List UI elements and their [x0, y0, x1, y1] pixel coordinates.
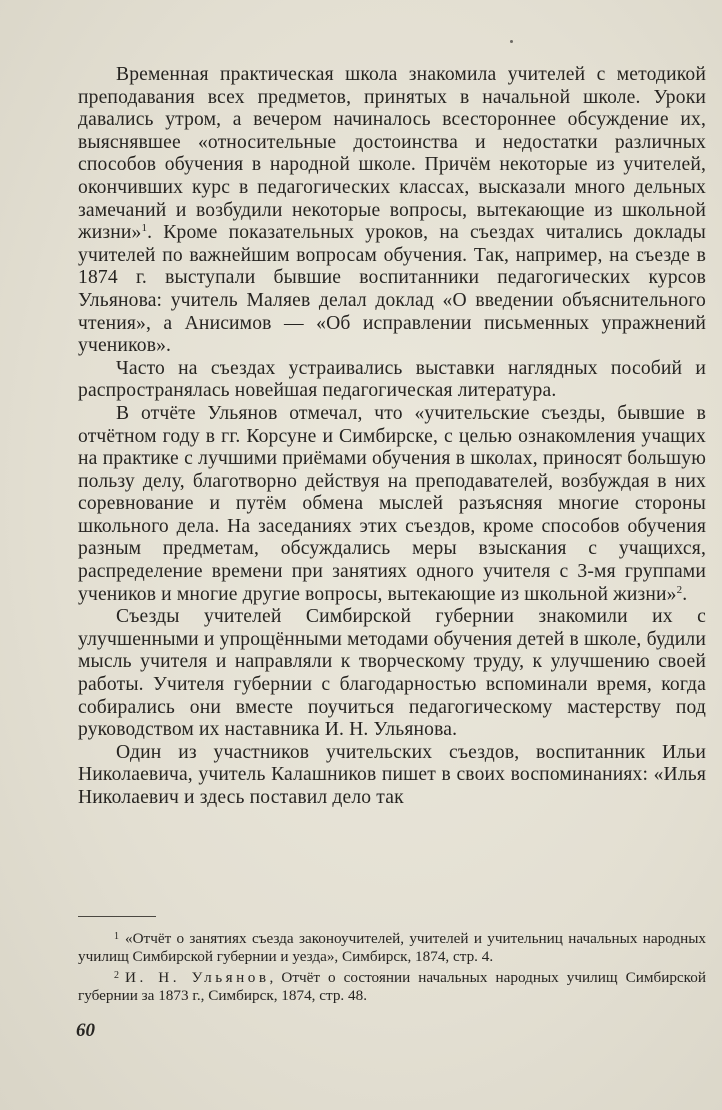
paragraph-3 [78, 403, 706, 606]
main-text [78, 64, 706, 810]
footnote-2-author: И. Н. Ульянов [125, 969, 270, 987]
paragraph-4-text: Съезды учителей Симбирской губернии знакомили их с улучшенными и упрощёнными методами обучения детей в школе, будили мысль учителя и направляли к творческому труду, к улучшению своей работы. Учителя губернии с благодарностью вспоминали время, когда собирались они вместе поучиться педагогическому мастерству под руководством их наставника И. Н. Ульянова. [78, 606, 706, 741]
paragraph-3-tail: . [682, 583, 688, 605]
paragraph-3-text: В отчёте Ульянов отмечал, что «учительские съезды, бывшие в отчётном году в гг. Корсуне и Симбирске, с целью ознакомления учащих на практике с лучшими приёмами обучения в школах, приносят большую пользу делу, благотворно действуя на преподавателей, возбуждая в них соревнование и путём обмена мыслей разъясняя многие стороны школьного дела. На заседаниях этих съездов, кроме способов обучения разным предметам, обсуждались меры взыскания с учащихся, распределение времени при занятиях одного учителя с 3-мя группами учеников и многие другие вопросы, вытекающие из школьной жизни» [78, 402, 706, 605]
page-number: 60 [76, 1020, 95, 1041]
footnote-1 [78, 928, 706, 965]
paragraph-4 [78, 606, 706, 742]
paragraph-1-tail: . Кроме показательных уроков, на съездах читались доклады учителей по важнейшим вопросам обучения. Так, например, на съезде в 1874 г. выступали бывшие воспитанники педагогических курсов Ульянова: учитель Маляев делал доклад «О введении объяснительного чтения», а Анисимов — «Об исправлении письменных упражнений учеников». [78, 222, 706, 357]
paragraph-1-text: Временная практическая школа знакомила учителей с методикой преподавания всех предметов, принятых в начальной школе. Уроки давались утром, а вечером начиналось всестороннее обсуждение их, выяснявшее «относительные достоинства и недостатки различных способов обучения в народной школе. Причём некоторые из учителей, окончивших курс в педагогических классах, высказали много дельных замечаний и возбудили некоторые вопросы, вытекающие из школьной жизни» [78, 64, 706, 244]
footnote-ref-2: 2 [676, 583, 683, 596]
paragraph-5-text: Один из участников учительских съездов, воспитанник Ильи Николаевича, учитель Калашников пишет в своих воспоминаниях: «Илья Николаевич и здесь поставил дело так [78, 741, 706, 808]
footnote-divider [78, 916, 156, 917]
paragraph-2-text: Часто на съездах устраивались выставки наглядных пособий и распространялась новейшая педагогическая литература. [78, 357, 706, 402]
footnote-1-number: 1 [114, 931, 119, 942]
ink-speck [510, 40, 513, 43]
footnote-2-number: 2 [114, 970, 119, 982]
paragraph-1 [78, 64, 706, 358]
footnote-2-text: , Отчёт о состоянии начальных народных училищ Симбирской губернии за 1873 г., Симбирск, 1874, стр. 48. [78, 969, 706, 1004]
footnote-ref-1: 1 [141, 222, 148, 235]
footnote-2 [78, 967, 706, 1004]
paragraph-5 [78, 742, 706, 810]
paragraph-2 [78, 358, 706, 403]
footnotes [78, 928, 706, 1006]
footnote-1-text: «Отчёт о занятиях съезда законоучителей, учителей и учительниц начальных народных училищ Симбирской губернии и уезда», Симбирск, 1874, стр. 4. [78, 930, 706, 965]
